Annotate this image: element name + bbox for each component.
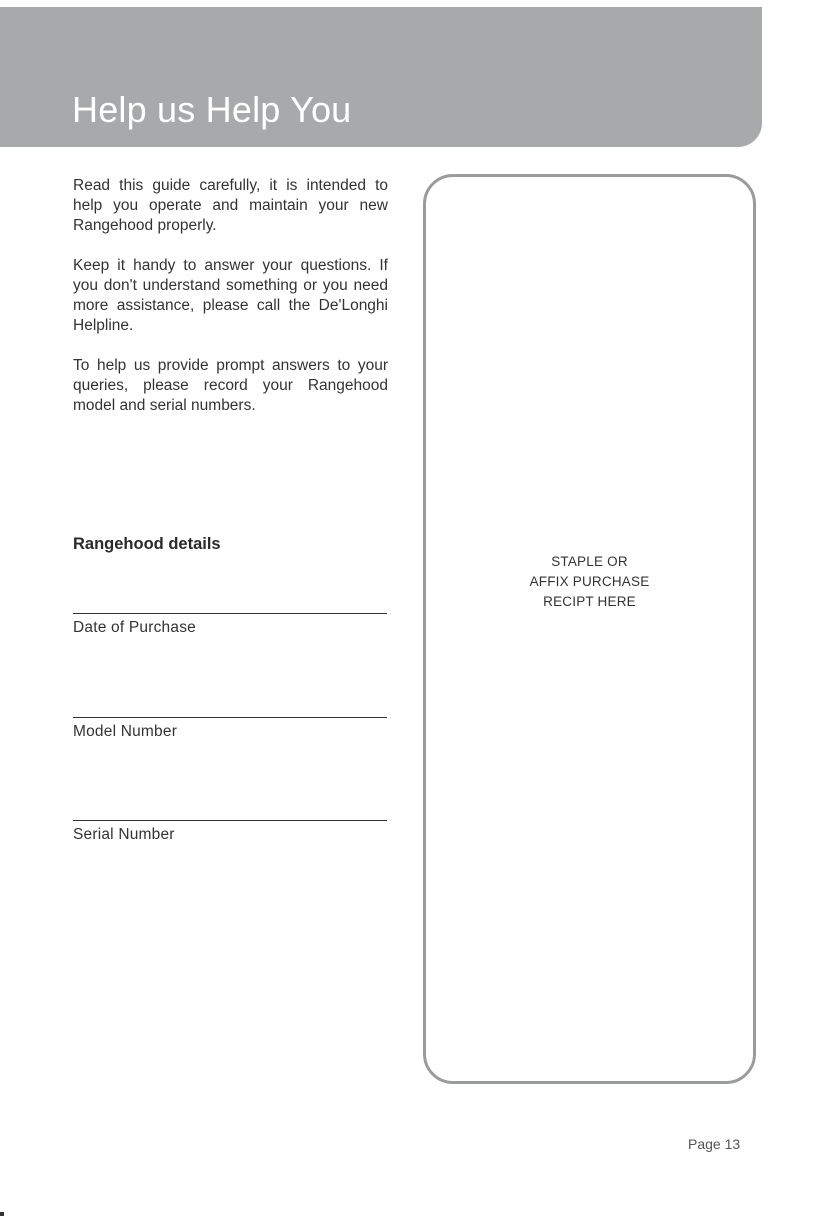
date-of-purchase-line[interactable]: [73, 613, 387, 614]
header-band: [0, 7, 762, 147]
date-of-purchase-label: Date of Purchase: [73, 619, 196, 636]
intro-text: [73, 176, 388, 436]
receipt-instructions: [426, 552, 753, 612]
serial-number-label: Serial Number: [73, 826, 175, 843]
receipt-box: [423, 174, 756, 1084]
receipt-line-1: STAPLE OR: [551, 554, 628, 569]
page-number: Page 13: [688, 1136, 741, 1152]
model-number-label: Model Number: [73, 723, 178, 740]
date-of-purchase-field[interactable]: [73, 613, 387, 637]
corner-mark: [0, 1212, 4, 1216]
serial-number-field[interactable]: [73, 820, 387, 844]
receipt-line-2: AFFIX PURCHASE: [529, 574, 650, 589]
model-number-field[interactable]: [73, 717, 387, 741]
receipt-line-3: RECIPT HERE: [543, 594, 636, 609]
rangehood-details-heading: Rangehood details: [73, 535, 221, 553]
page-title: Help us Help You: [72, 89, 352, 130]
intro-paragraph-2: Keep it handy to answer your questions. If you don't understand something or you need more assistance, please call the De'Longhi Helpline.: [73, 257, 388, 334]
intro-paragraph-1: Read this guide carefully, it is intended to help you operate and maintain your new Rangehood properly.: [73, 177, 388, 234]
serial-number-line[interactable]: [73, 820, 387, 821]
model-number-line[interactable]: [73, 717, 387, 718]
top-strip: [0, 0, 840, 7]
intro-paragraph-3: To help us provide prompt answers to your queries, please record your Rangehood model and serial numbers.: [73, 357, 388, 414]
